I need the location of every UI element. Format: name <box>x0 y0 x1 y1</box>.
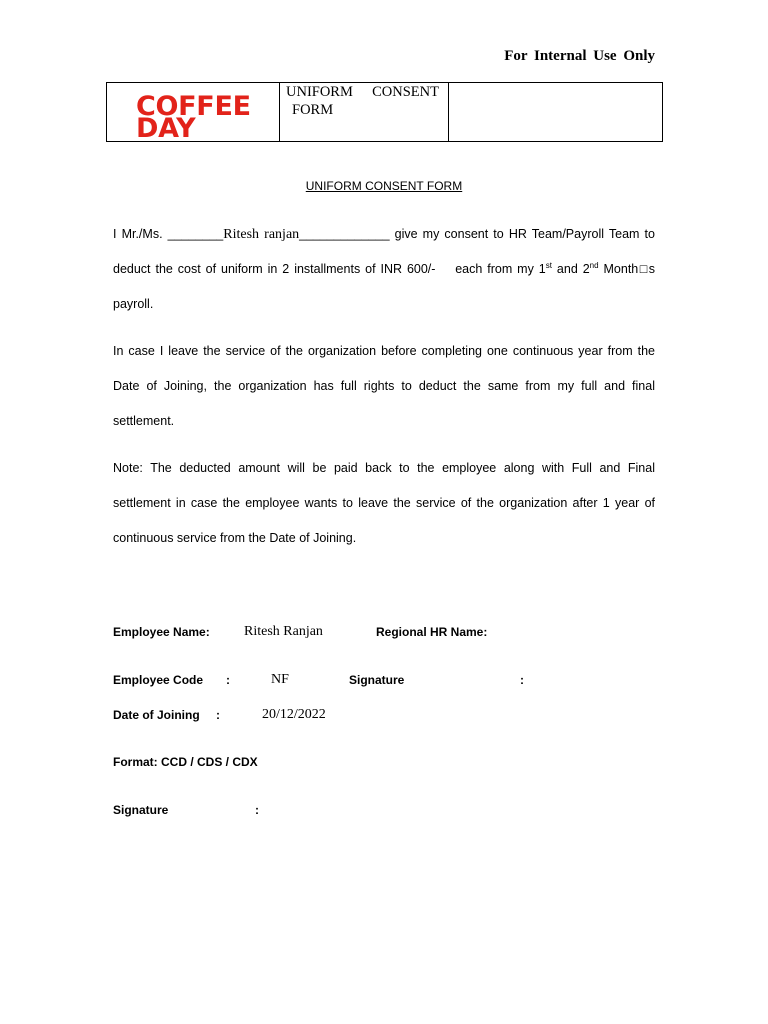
employee-code-colon: : <box>226 673 230 687</box>
coffee-day-logo-line1: COFFEE <box>136 91 251 122</box>
paragraph-2-line-2: Date of Joining, the organization has full rights to deduct the same from my full and final <box>113 379 655 393</box>
coffee-day-logo-line2: DAY <box>136 113 196 144</box>
employee-signature-label: Signature <box>113 803 169 817</box>
paragraph-3-line-1: Note: The deducted amount will be paid back to the employee along with Full and Final <box>113 461 655 475</box>
deduction-text: deduct the cost of uniform in 2 installments of INR 600/- each from my 1 <box>113 262 546 276</box>
filled-employee-name: Ritesh ranjan <box>223 227 300 242</box>
employee-name-label: Employee Name: <box>113 625 210 639</box>
logo-cell <box>107 83 280 144</box>
blank-cell <box>449 83 662 141</box>
paragraph-2-line-1: In case I leave the service of the organization before completing one continuous year from the <box>113 344 655 358</box>
paragraph-1-line-1 <box>113 226 655 242</box>
superscript-nd: nd <box>589 261 599 270</box>
date-of-joining-value: 20/12/2022 <box>262 707 326 722</box>
format-line: Format: CCD / CDS / CDX <box>113 755 258 769</box>
header-table <box>106 82 663 142</box>
title-cell <box>280 83 449 141</box>
employee-signature-colon: : <box>255 803 259 817</box>
hr-signature-label: Signature <box>349 673 405 687</box>
employee-name-value: Ritesh Ranjan <box>244 624 323 639</box>
paragraph-1-line-3: payroll. <box>113 297 154 311</box>
paragraph-1-line-2 <box>113 261 655 277</box>
deduction-text-and: and 2 <box>551 262 590 276</box>
deduction-text-month: Month□s <box>598 262 655 276</box>
consent-prefix: I Mr./Ms. ________ <box>113 227 224 241</box>
consent-suffix: _____________ give my consent to HR Team/Payroll Team to <box>299 227 655 241</box>
form-title-line2: FORM <box>292 102 334 118</box>
paragraph-3-line-3: continuous service from the Date of Joining. <box>113 531 357 545</box>
paragraph-3-line-2: settlement in case the employee wants to leave the service of the organization after 1 year of <box>113 496 655 510</box>
form-title-line1: UNIFORM CONSENT <box>286 84 439 100</box>
regional-hr-name-label: Regional HR Name: <box>376 625 488 639</box>
hr-signature-colon: : <box>520 673 524 687</box>
employee-code-label: Employee Code <box>113 673 204 687</box>
paragraph-2-line-3: settlement. <box>113 414 175 428</box>
internal-use-note: For Internal Use Only <box>504 48 655 64</box>
page-heading: UNIFORM CONSENT FORM <box>305 179 463 193</box>
date-of-joining-colon: : <box>216 708 220 722</box>
superscript-st: st <box>545 261 552 270</box>
date-of-joining-label: Date of Joining <box>113 708 200 722</box>
employee-code-value: NF <box>271 672 289 687</box>
